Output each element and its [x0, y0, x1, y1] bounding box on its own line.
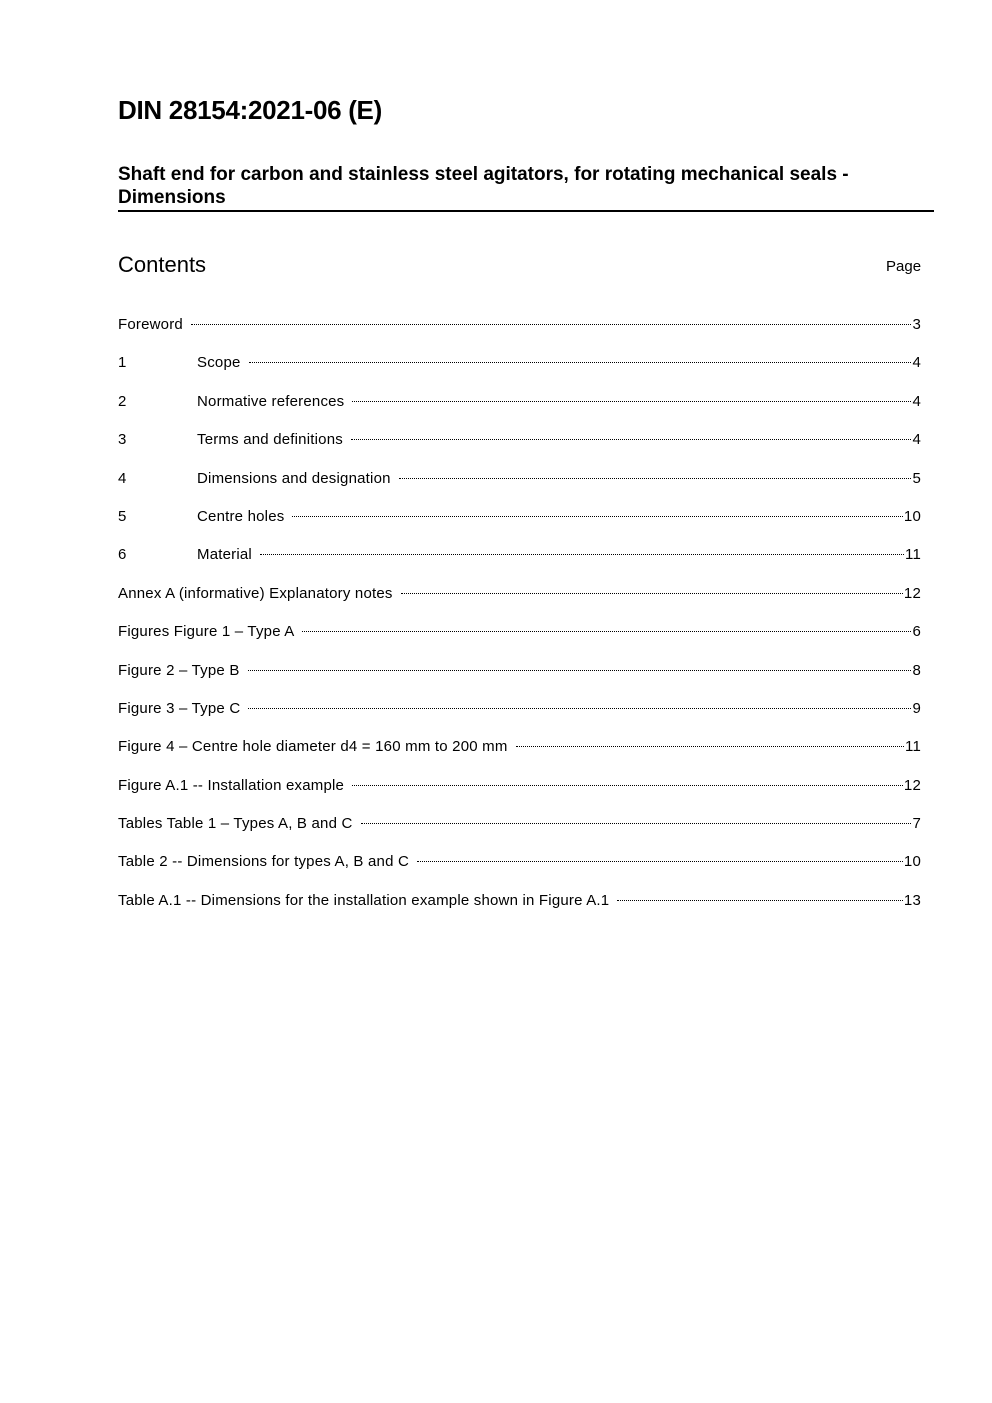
- contents-heading: Contents: [118, 252, 207, 277]
- toc-leader: [352, 785, 903, 786]
- toc-entry-page: 11: [905, 546, 921, 564]
- toc-entry-page: 4: [912, 431, 921, 449]
- toc-entry-title: Figures Figure 1 – Type A: [118, 623, 295, 641]
- toc-entry-page: 4: [912, 354, 921, 372]
- toc-entry-title: Table 2 -- Dimensions for types A, B and C: [118, 853, 410, 871]
- toc-entry-title: Tables Table 1 – Types A, B and C: [118, 815, 353, 833]
- toc-entry-number: 4: [118, 469, 127, 487]
- toc-entry-title: Figure 3 – Type C: [118, 699, 241, 717]
- toc-entry-title: Dimensions and designation: [197, 469, 391, 487]
- toc-entry-figure-1[interactable]: [118, 620, 921, 658]
- title-divider: [118, 210, 934, 212]
- toc-entry-page: 8: [912, 661, 921, 679]
- toc-entry-figure-a1[interactable]: [118, 774, 921, 812]
- toc-entry-scope[interactable]: [118, 351, 921, 389]
- toc-entry-title: Annex A (informative) Explanatory notes: [118, 584, 393, 602]
- toc-entry-page: 10: [903, 853, 921, 871]
- toc-entry-title: Figure A.1 -- Installation example: [118, 776, 345, 794]
- toc-leader: [351, 439, 912, 440]
- toc-entry-title: Normative references: [197, 392, 345, 410]
- toc-entry-annex-a[interactable]: [118, 582, 921, 620]
- toc-entry-page: 12: [903, 584, 921, 602]
- toc-entry-normative-references[interactable]: [118, 390, 921, 428]
- toc-entry-title: Figure 2 – Type B: [118, 661, 240, 679]
- toc-entry-number: 6: [118, 546, 127, 564]
- toc-entry-number: 2: [118, 392, 127, 410]
- toc-leader: [248, 670, 912, 671]
- toc-entry-page: 7: [912, 815, 921, 833]
- toc-leader: [399, 478, 912, 479]
- toc-entry-number: 3: [118, 431, 127, 449]
- toc-entry-page: 9: [912, 699, 921, 717]
- toc-entry-page: 13: [903, 891, 921, 909]
- toc-leader: [302, 631, 911, 632]
- toc-entry-centre-holes[interactable]: [118, 505, 921, 543]
- toc-entry-number: 1: [118, 354, 127, 372]
- toc-entry-page: 12: [903, 776, 921, 794]
- toc-entry-page: 5: [912, 469, 921, 487]
- toc-leader: [617, 900, 903, 901]
- toc-entry-title: Material: [197, 546, 252, 564]
- document-title: Shaft end for carbon and stainless steel agitators, for rotating mechanical seals - Dimensions: [118, 164, 849, 208]
- toc-leader: [260, 554, 904, 555]
- toc-leader: [249, 362, 912, 363]
- toc-entry-page: 3: [912, 316, 921, 333]
- toc-entry-page: 4: [912, 392, 921, 410]
- toc-leader: [417, 861, 903, 862]
- toc-entry-figure-2[interactable]: [118, 659, 921, 697]
- table-of-contents: [118, 313, 921, 927]
- document-id: DIN 28154:2021-06 (E): [118, 95, 382, 125]
- toc-leader: [191, 324, 911, 325]
- toc-leader: [352, 401, 911, 402]
- toc-entry-page: 10: [903, 507, 921, 525]
- toc-entry-page: 11: [905, 738, 921, 756]
- toc-entry-title: Scope: [197, 354, 241, 372]
- toc-entry-page: 6: [912, 623, 921, 641]
- toc-entry-material[interactable]: [118, 543, 921, 581]
- toc-leader: [248, 708, 911, 709]
- toc-entry-table-1[interactable]: [118, 812, 921, 850]
- toc-entry-title: Foreword: [118, 316, 183, 333]
- toc-entry-title: Centre holes: [197, 507, 285, 525]
- toc-leader: [401, 593, 903, 594]
- toc-leader: [361, 823, 912, 824]
- toc-entry-dimensions-and-designation[interactable]: [118, 467, 921, 505]
- toc-entry-figure-4[interactable]: [118, 735, 921, 773]
- toc-entry-title: Figure 4 – Centre hole diameter d4 = 160 mm to 200 mm: [118, 738, 508, 756]
- toc-entry-table-2[interactable]: [118, 850, 921, 888]
- toc-entry-title: Terms and definitions: [197, 431, 343, 449]
- toc-leader: [292, 516, 902, 517]
- toc-leader: [516, 746, 904, 747]
- toc-entry-number: 5: [118, 507, 127, 525]
- toc-entry-title: Table A.1 -- Dimensions for the installation example shown in Figure A.1: [118, 891, 610, 909]
- toc-entry-figure-3[interactable]: [118, 697, 921, 735]
- toc-entry-foreword[interactable]: [118, 313, 921, 351]
- toc-entry-terms-and-definitions[interactable]: [118, 428, 921, 466]
- page-column-heading: Page: [886, 258, 922, 275]
- toc-entry-table-a1[interactable]: [118, 889, 921, 927]
